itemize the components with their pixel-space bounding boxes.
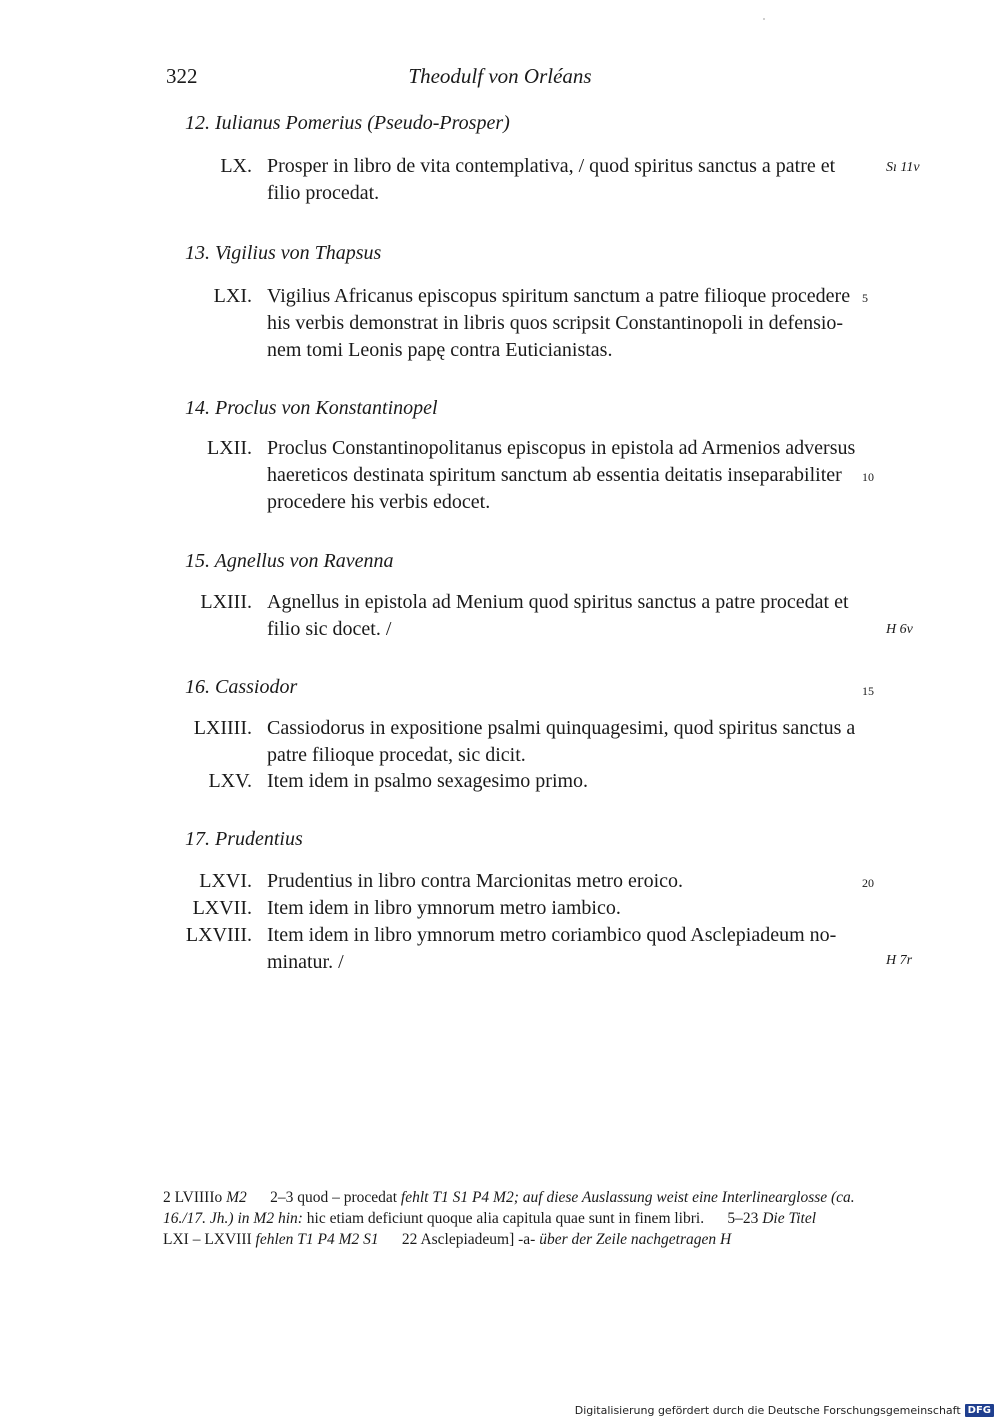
line-number: 20 — [862, 876, 874, 890]
text-line: Prudentius in libro contra Marcionitas metro eroico. — [267, 870, 684, 892]
text-line: Item idem in libro ymnorum metro coriambico quod Asclepiadeum no- — [267, 924, 837, 946]
apparatus-segment: Die Titel — [762, 1210, 817, 1227]
text-line: Item idem in libro ymnorum metro iambico. — [267, 897, 621, 919]
running-title: Theodulf von Orléans — [408, 64, 592, 88]
apparatus-line — [163, 1208, 855, 1229]
entry-text — [267, 435, 857, 516]
critical-apparatus — [163, 1187, 855, 1250]
digitization-note: Digitalisierung gefördert durch die Deutsche Forschungsgemeinschaft — [574, 1404, 961, 1417]
margin-siglum: Sı 11v — [886, 160, 920, 175]
entry-text — [267, 715, 857, 769]
section-title-16: 16. Cassiodor — [185, 676, 298, 698]
text-line: Cassiodorus in expositione psalmi quinquagesimi, quod spiritus sanctus a — [267, 717, 856, 739]
text-line: Agnellus in epistola ad Menium quod spiritus sanctus a patre procedat et — [267, 591, 849, 613]
entry-number: LXII. — [207, 437, 252, 459]
section-title-12: 12. Iulianus Pomerius (Pseudo-Prosper) — [185, 112, 510, 134]
section-title-14: 14. Proclus von Konstantinopel — [185, 397, 438, 419]
entry-number: LX. — [220, 155, 252, 177]
apparatus-segment: fehlt T1 S1 P4 M2; auf diese Auslassung weist eine Interlinearglosse (ca. — [400, 1189, 855, 1206]
apparatus-segment: 22 Asclepiadeum] -a- — [378, 1231, 540, 1248]
section-title-15: 15. Agnellus von Ravenna — [185, 550, 394, 572]
text-line: filio sic docet. / — [267, 618, 392, 640]
digitization-footer — [575, 1404, 994, 1417]
text-line: Vigilius Africanus episcopus spiritum sanctum a patre filioque procedere — [267, 285, 851, 307]
section-title-13: 13. Vigilius von Thapsus — [185, 242, 382, 264]
text-line: Proclus Constantinopolitanus episcopus in epistola ad Armenios adversus — [267, 437, 856, 459]
apparatus-segment: hic etiam deficiunt quoque alia capitula quae sunt in finem libri. 5–23 — [306, 1210, 763, 1227]
text-line: his verbis demonstrat in libris quos scripsit Constantinopoli in defensio- — [267, 312, 844, 334]
entry-number: LXVIII. — [185, 924, 252, 946]
entry-number: LXV. — [208, 770, 252, 792]
apparatus-line — [163, 1229, 855, 1250]
page-number: 322 — [166, 64, 198, 88]
line-number: 15 — [862, 684, 874, 698]
apparatus-segment: 2–3 quod – procedat — [246, 1189, 401, 1206]
entry-text — [267, 153, 857, 207]
text-line: Item idem in psalmo sexagesimo primo. — [267, 770, 589, 792]
section-title-17: 17. Prudentius — [185, 828, 303, 850]
apparatus-segment: LXI – LXVIII — [163, 1231, 256, 1248]
text-line: nem tomi Leonis papę contra Euticianistas. — [267, 339, 613, 361]
apparatus-segment: fehlen T1 P4 M2 S1 — [255, 1231, 379, 1248]
text-line: procedere his verbis edocet. — [267, 491, 491, 513]
line-number: 5 — [862, 291, 868, 305]
entry-text — [267, 283, 857, 364]
entry-number: LXVI. — [199, 870, 252, 892]
entry-number: LXIIII. — [193, 717, 252, 739]
text-line: patre filioque procedat, sic dicit. — [267, 744, 526, 766]
entry-text — [267, 895, 857, 922]
apparatus-segment: 16./17. Jh.) in M2 hin: — [163, 1210, 307, 1227]
apparatus-segment: M2 — [222, 1189, 247, 1206]
entry-number: LXI. — [213, 285, 252, 307]
entry-text — [267, 868, 857, 895]
text-line: minatur. / — [267, 951, 344, 973]
entry-number: LXIII. — [200, 591, 252, 613]
text-line: Prosper in libro de vita contemplativa, / quod spiritus sanctus a patre et — [267, 155, 836, 177]
entry-number: LXVII. — [192, 897, 252, 919]
apparatus-segment: über der Zeile nachgetragen H — [539, 1231, 732, 1248]
scan-artifact — [763, 18, 765, 20]
apparatus-segment: o — [214, 1189, 223, 1206]
text-line: filio procedat. — [267, 182, 380, 204]
dfg-logo-icon: DFG — [965, 1404, 994, 1417]
entry-text — [267, 768, 857, 795]
line-number: 10 — [862, 470, 874, 484]
apparatus-segment: 2 LVIIII — [163, 1189, 215, 1206]
entry-text — [267, 589, 857, 643]
text-line: haereticos destinata spiritum sanctum ab essentia deitatis inseparabiliter — [267, 464, 842, 486]
apparatus-line — [163, 1187, 855, 1208]
entry-text — [267, 922, 857, 976]
margin-siglum: H 6v — [886, 622, 913, 637]
margin-siglum: H 7r — [886, 953, 913, 968]
